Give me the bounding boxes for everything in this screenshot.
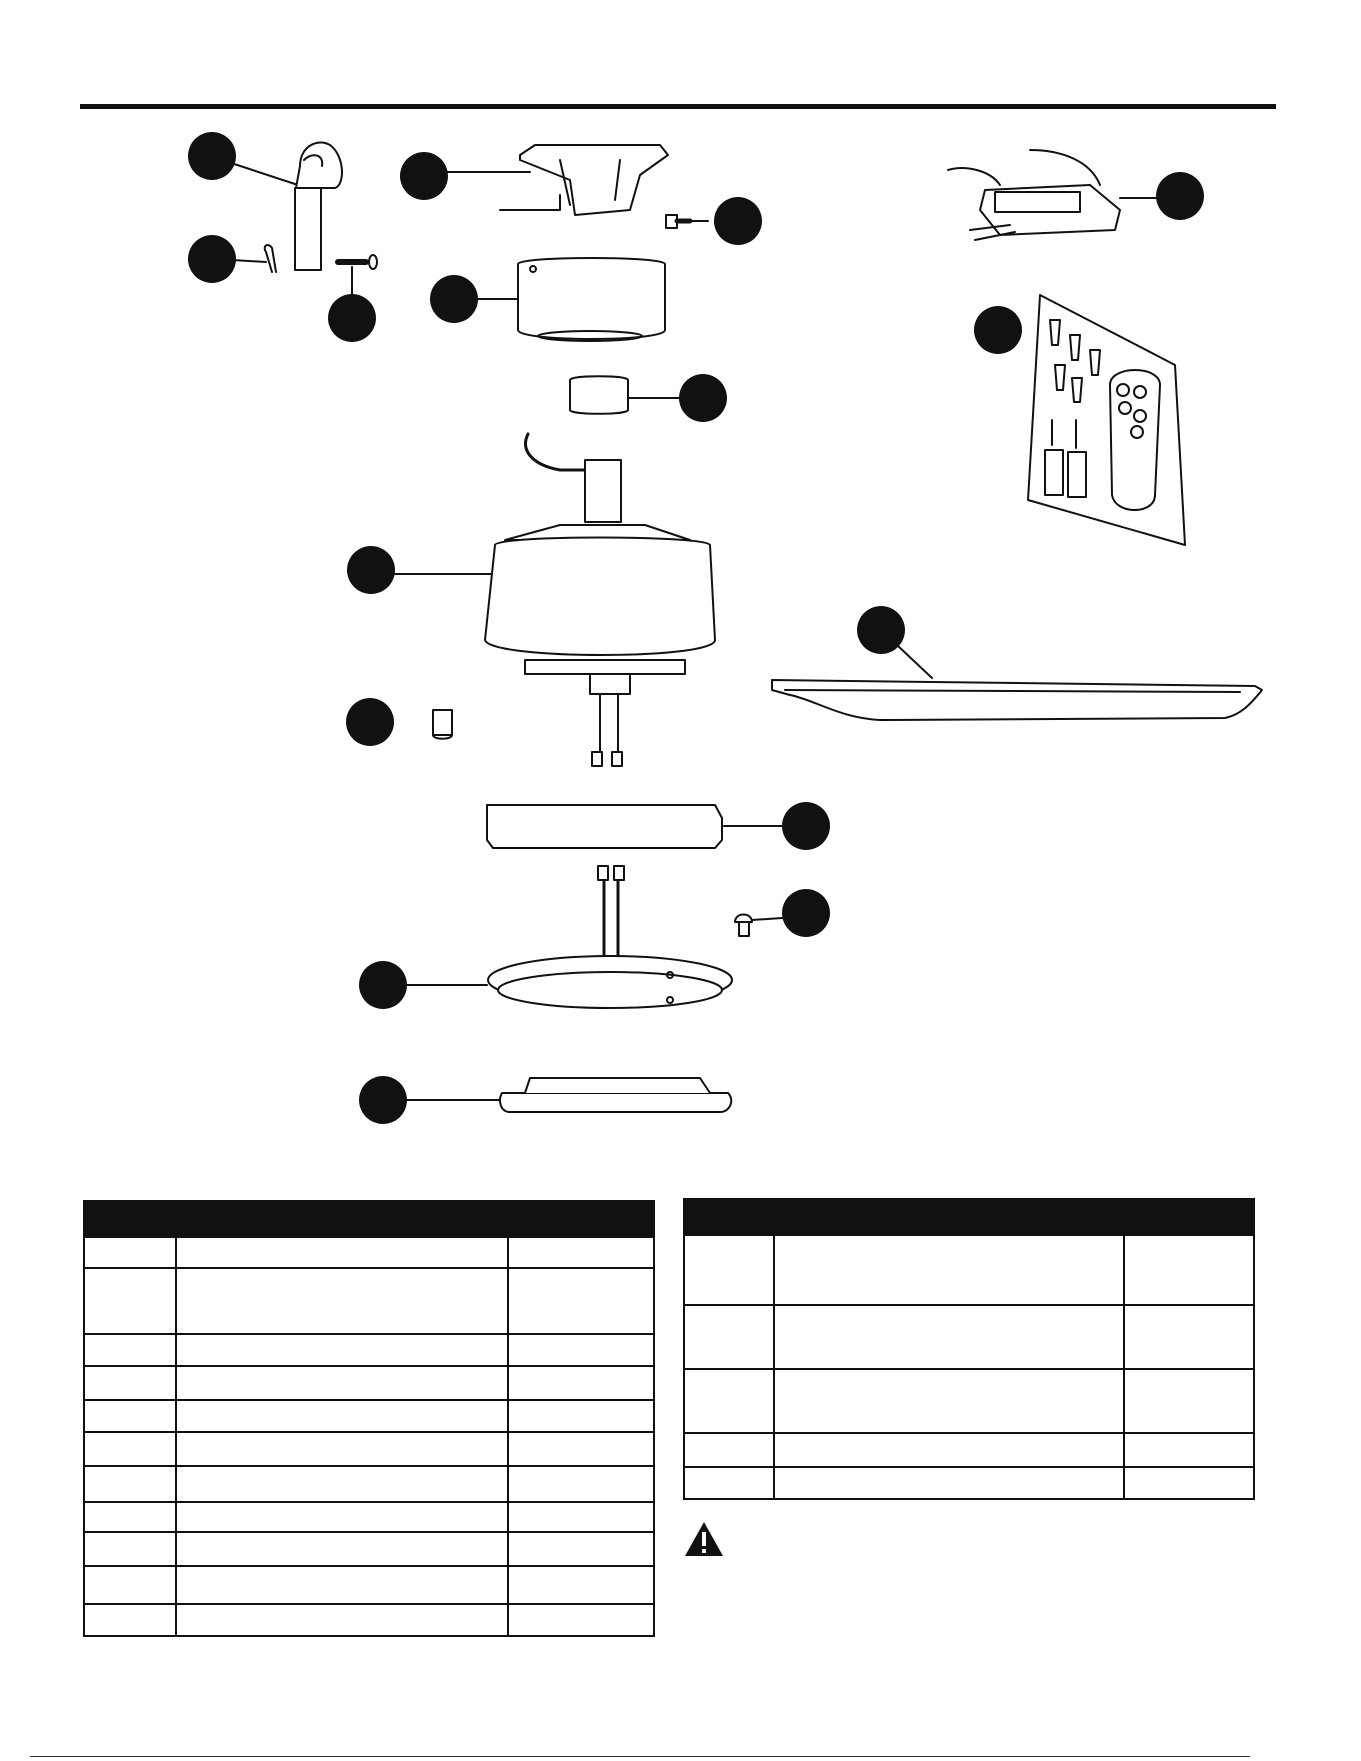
table-cell [84,1466,176,1502]
table-cell [84,1237,176,1268]
table-cell [176,1466,508,1502]
switch-housing-ring-icon [487,802,830,850]
table-row [84,1366,654,1400]
table-row [84,1502,654,1532]
table-row [684,1235,1254,1305]
table-cell [1124,1467,1254,1499]
table-cell [508,1432,654,1466]
table-cell [508,1566,654,1604]
table-cell [508,1466,654,1502]
table-cell [176,1268,508,1334]
table-cell [84,1502,176,1532]
table-cell [84,1334,176,1366]
table-header-row [684,1199,1254,1235]
hairpin-clip-icon [188,235,276,283]
table-row [84,1466,654,1502]
table-cell [176,1604,508,1636]
table-cell [1124,1369,1254,1433]
table-cell [508,1237,654,1268]
light-kit-screw-icon [735,889,830,937]
table-cell [774,1433,1124,1467]
table-row [84,1604,654,1636]
table-cell [684,1467,774,1499]
table-row [684,1305,1254,1369]
table-cell [508,1532,654,1566]
light-kit-wires-icon [598,866,624,960]
blade-icon [772,606,1262,720]
mounting-bracket-icon [400,145,668,215]
blade-screw-icon [346,698,452,746]
table-cell [176,1502,508,1532]
table-cell [774,1235,1124,1305]
table-cell [84,1432,176,1466]
table-cell [508,1366,654,1400]
canopy-icon [430,258,665,341]
table-cell [1124,1235,1254,1305]
table-header-cell [774,1199,1124,1235]
table-row [84,1566,654,1604]
remote-control-hardware-pack-icon [974,295,1185,545]
screw-icon [666,197,762,245]
table-cell [84,1268,176,1334]
glass-lens-icon [359,1076,731,1124]
table-header-cell [176,1201,508,1237]
table-row [684,1467,1254,1499]
table-cell [684,1369,774,1433]
table-row [84,1532,654,1566]
parts-table-right [683,1198,1255,1500]
table-cell [84,1366,176,1400]
footer-rule [30,1756,1250,1757]
table-cell [1124,1433,1254,1467]
light-kit-pan-icon [359,956,732,1009]
warning-icon [683,1520,725,1558]
table-cell [684,1305,774,1369]
table-header-cell [1124,1199,1254,1235]
table-cell [176,1366,508,1400]
table-cell [84,1532,176,1566]
receiver-icon [948,150,1204,240]
table-cell [774,1305,1124,1369]
table-cell [84,1566,176,1604]
table-cell [176,1237,508,1268]
table-cell [508,1400,654,1432]
table-cell [84,1604,176,1636]
table-cell [176,1532,508,1566]
table-cell [774,1369,1124,1433]
table-row [84,1334,654,1366]
table-cell [508,1502,654,1532]
table-cell [774,1467,1124,1499]
table-cell [176,1432,508,1466]
table-row [84,1400,654,1432]
table-cell [84,1400,176,1432]
table-header-row [84,1201,654,1237]
table-row [84,1432,654,1466]
table-cell [684,1433,774,1467]
table-row [84,1268,654,1334]
table-cell [508,1604,654,1636]
parts-table-left [83,1200,655,1637]
table-cell [508,1334,654,1366]
table-cell [176,1400,508,1432]
table-cell [508,1268,654,1334]
motor-assembly-icon [347,434,715,766]
table-cell [176,1334,508,1366]
table-cell [684,1235,774,1305]
table-header-cell [684,1199,774,1235]
table-row [84,1237,654,1268]
table-header-cell [84,1201,176,1237]
table-row [684,1369,1254,1433]
clevis-pin-icon [328,255,377,342]
table-cell [1124,1305,1254,1369]
coupling-cover-icon [570,374,727,422]
table-row [684,1433,1254,1467]
table-header-cell [508,1201,654,1237]
table-cell [176,1566,508,1604]
